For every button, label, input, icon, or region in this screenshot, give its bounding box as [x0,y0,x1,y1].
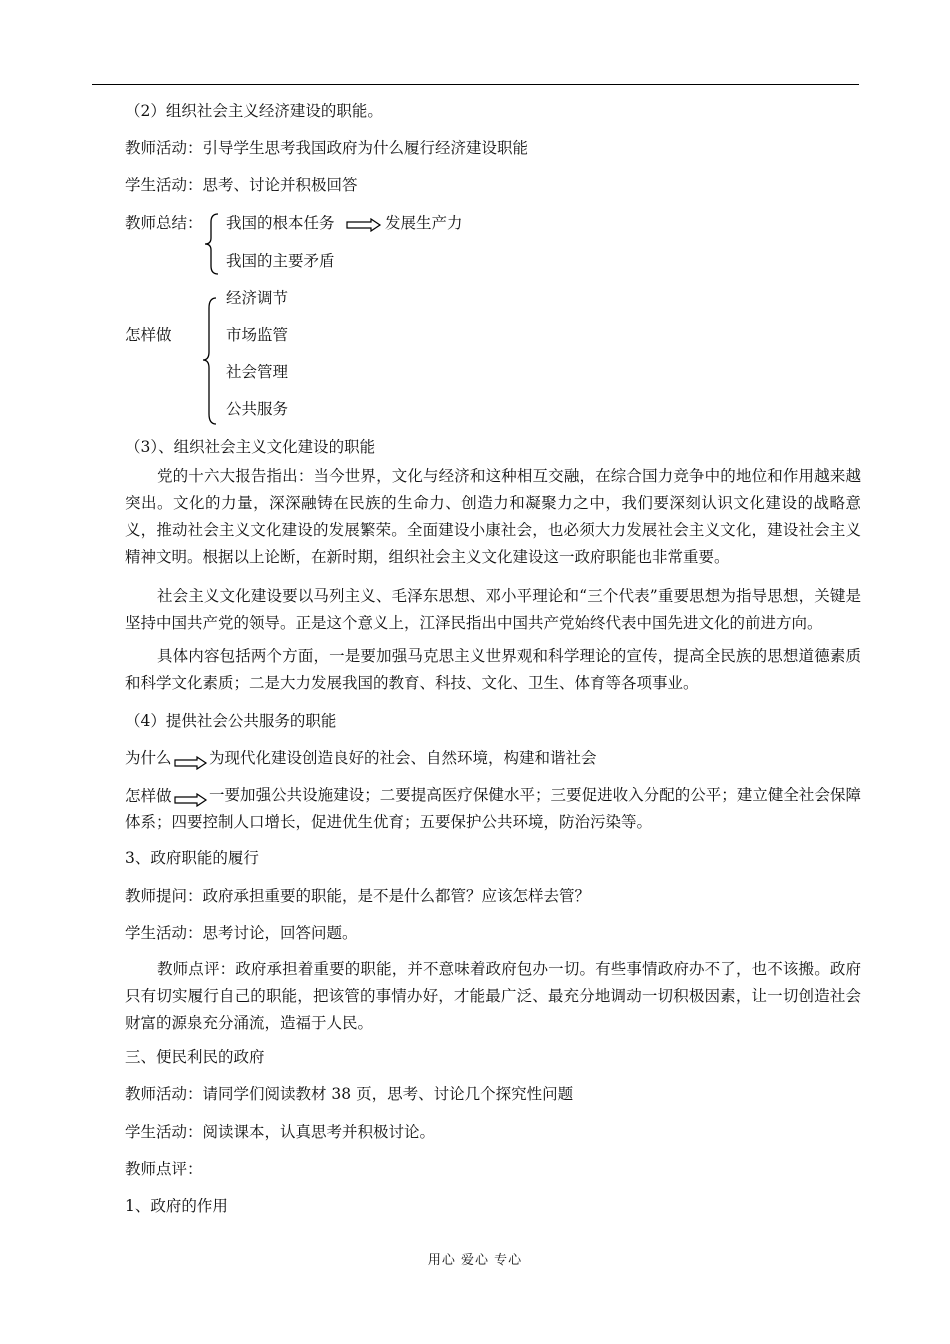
section4-heading: （4）提供社会公共服务的职能 [125,712,337,730]
summary-result: 发展生产力 [385,214,463,232]
section-three-heading: 三、便民利民的政府 [125,1048,265,1066]
teacher-activity-2: 教师活动：请同学们阅读教材 38 页，思考、讨论几个探究性问题 [125,1085,574,1103]
section3-paragraph-3: 具体内容包括两个方面，一是要加强马克思主义世界观和科学理论的宣传，提高全民族的思想道德素质和科学文化素质；二是大力发展我国的教育、科技、文化、卫生、体育等各项事业。 [125,647,861,692]
summary-brace [202,212,220,276]
how-brace [200,296,218,426]
arrow-icon [174,756,208,770]
section3-paragraph-1: 党的十六大报告指出：当今世界，文化与经济和这种相互交融，在综合国力竞争中的地位和作用越来越突出。文化的力量，深深融铸在民族的生命力、创造力和凝聚力之中，我们要深刻认识文化建设的战略意义，推动社会主义文化建设的发展繁荣。全面建设小康社会，也必须大力发展社会主义文化，建设社会主义精神文明。根据以上论断，在新时期，组织社会主义文化建设这一政府职能也非常重要。 [125,467,861,566]
student-activity-3: 学生活动：阅读课本，认真思考并积极讨论。 [125,1123,436,1141]
perform-heading: 3、政府职能的履行 [125,849,259,867]
student-activity-2: 学生活动：思考讨论，回答问题。 [125,924,358,942]
how-text: 一要加强公共设施建设；二要提高医疗保健水平；三要促进收入分配的公平；建立健全社会保障体系；四要控制人口增长，促进优生优育；五要保护公共环境，防治污染等。 [125,786,861,831]
how-item-1: 经济调节 [226,289,289,307]
student-activity: 学生活动：思考、讨论并积极回答 [125,176,358,194]
arrow-icon [346,218,382,232]
teacher-comment-2: 教师点评： [125,1160,203,1178]
why-text: 为现代化建设创造良好的社会、自然环境，构建和谐社会 [209,749,597,767]
teacher-comment: 教师点评：政府承担着重要的职能，并不意味着政府包办一切。有些事情政府办不了，也不该搬。政府只有切实履行自己的职能，把该管的事情办好，才能最广泛、最充分地调动一切积极因素，让一切创造社会财富的源泉充分涌流，造福于人民。 [125,960,861,1032]
how-label-2: 怎样做 [125,787,172,805]
why-label: 为什么 [125,749,172,767]
section2-heading: （2）组织社会主义经济建设的职能。 [125,102,383,120]
how-item-2: 市场监管 [226,326,289,344]
how-item-4: 公共服务 [226,400,289,418]
how-item-3: 社会管理 [226,363,289,381]
summary-item-2: 我国的主要矛盾 [226,252,335,270]
teacher-summary-label: 教师总结： [125,214,203,232]
teacher-question: 教师提问：政府承担重要的职能，是不是什么都管？应该怎样去管？ [125,887,591,905]
page-footer: 用心 爱心 专心 [427,1253,523,1268]
item-1: 1、政府的作用 [125,1197,228,1215]
header-rule [92,84,859,85]
section3-paragraph-2: 社会主义文化建设要以马列主义、毛泽东思想、邓小平理论和“三个代表”重要思想为指导思想，关键是坚持中国共产党的领导。正是这个意义上，江泽民指出中国共产党始终代表中国先进文化的前进方向。 [125,587,861,632]
section3-heading: （3）、组织社会主义文化建设的职能 [125,438,376,456]
teacher-activity: 教师活动：引导学生思考我国政府为什么履行经济建设职能 [125,139,529,157]
how-label: 怎样做 [125,326,172,344]
summary-item-1: 我国的根本任务 [226,214,335,232]
